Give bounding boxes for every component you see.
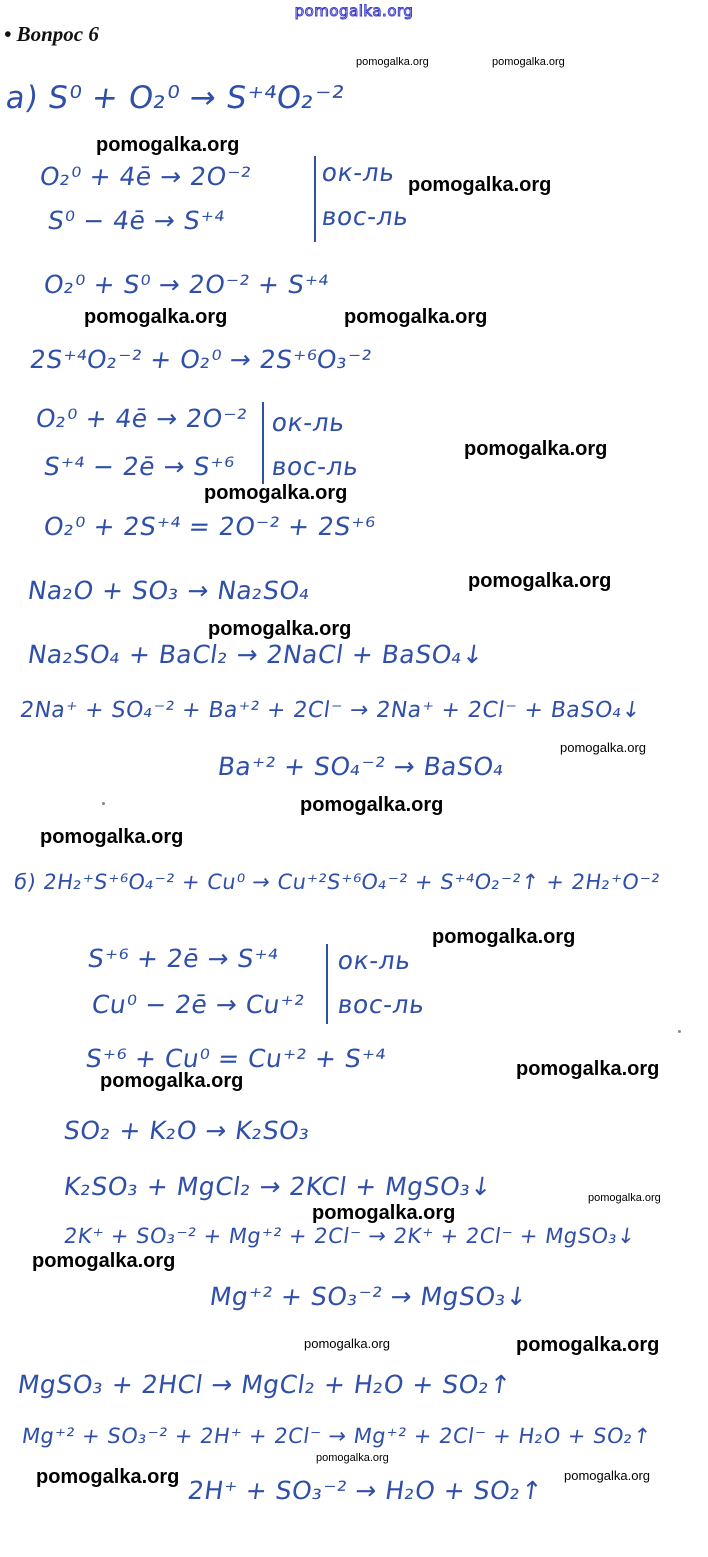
watermark: pomogalka.org [564, 1468, 650, 1483]
site-header-logo: pomogalka.org [294, 2, 414, 20]
oxidizer-label-b-1: ок-ль [335, 946, 413, 975]
short-ionic-equation-b-1: Mg⁺² + SO₃⁻² → MgSO₃↓ [207, 1282, 530, 1311]
reducer-label-a-1: вос-ль [319, 202, 411, 231]
equation-b-3: K₂SO₃ + MgCl₂ → 2KCl + MgSO₃↓ [61, 1172, 495, 1201]
ionic-equation-b-2: Mg⁺² + SO₃⁻² + 2H⁺ + 2Cl⁻ → Mg⁺² + 2Cl⁻ + H₂O + SO₂↑ [20, 1424, 653, 1448]
short-ionic-equation-a-1: Ba⁺² + SO₄⁻² → BaSO₄ [215, 752, 507, 781]
watermark: pomogalka.org [408, 174, 552, 196]
equation-a-2: 2S⁺⁴O₂⁻² + O₂⁰ → 2S⁺⁶O₃⁻² [27, 345, 374, 374]
stray-mark [678, 1030, 681, 1033]
half-reaction-a-2: S⁰ − 4ē → S⁺⁴ [45, 206, 227, 235]
oxidizer-label-a-2: ок-ль [269, 408, 347, 437]
sum-equation-a-1: O₂⁰ + S⁰ → 2O⁻² + S⁺⁴ [41, 270, 331, 299]
watermark: pomogalka.org [560, 740, 646, 755]
watermark: pomogalka.org [96, 134, 240, 156]
watermark: pomogalka.org [312, 1202, 456, 1224]
short-ionic-equation-b-2: 2H⁺ + SO₃⁻² → H₂O + SO₂↑ [185, 1476, 545, 1505]
bracket-a-1 [314, 156, 316, 242]
watermark: pomogalka.org [516, 1058, 660, 1080]
watermark: pomogalka.org [492, 56, 565, 68]
equation-b-1: б) 2H₂⁺S⁺⁶O₄⁻² + Cu⁰ → Cu⁺²S⁺⁶O₄⁻² + S⁺⁴O₂⁻²↑ + 2H₂⁺O⁻² [12, 870, 662, 894]
watermark: pomogalka.org [516, 1334, 660, 1356]
equation-b-2: SO₂ + K₂O → K₂SO₃ [61, 1116, 312, 1145]
half-reaction-b-1: S⁺⁶ + 2ē → S⁺⁴ [85, 944, 281, 973]
half-reaction-b-2: Cu⁰ − 2ē → Cu⁺² [89, 990, 307, 1019]
equation-b-4: MgSO₃ + 2HCl → MgCl₂ + H₂O + SO₂↑ [15, 1370, 513, 1399]
bracket-b-1 [326, 944, 328, 1024]
question-title: • Вопрос 6 [4, 22, 99, 46]
watermark: pomogalka.org [84, 306, 228, 328]
watermark: pomogalka.org [36, 1466, 180, 1488]
reducer-label-a-2: вос-ль [269, 452, 361, 481]
reducer-label-b-1: вос-ль [335, 990, 427, 1019]
watermark: pomogalka.org [304, 1336, 390, 1351]
ionic-equation-b-1: 2K⁺ + SO₃⁻² + Mg⁺² + 2Cl⁻ → 2K⁺ + 2Cl⁻ + MgSO₃↓ [62, 1224, 638, 1248]
ionic-equation-a-1: 2Na⁺ + SO₄⁻² + Ba⁺² + 2Cl⁻ → 2Na⁺ + 2Cl⁻ + BaSO₄↓ [18, 698, 643, 723]
watermark: pomogalka.org [100, 1070, 244, 1092]
watermark: pomogalka.org [300, 794, 444, 816]
equation-a-3: Na₂O + SO₃ → Na₂SO₄ [25, 576, 313, 605]
stray-mark [102, 802, 105, 805]
watermark: pomogalka.org [588, 1192, 661, 1204]
watermark: pomogalka.org [204, 482, 348, 504]
watermark: pomogalka.org [432, 926, 576, 948]
watermark: pomogalka.org [316, 1452, 389, 1464]
watermark: pomogalka.org [40, 826, 184, 848]
watermark: pomogalka.org [356, 56, 429, 68]
watermark: pomogalka.org [344, 306, 488, 328]
sum-equation-b-1: S⁺⁶ + Cu⁰ = Cu⁺² + S⁺⁴ [83, 1044, 388, 1073]
equation-a-4: Na₂SO₄ + BaCl₂ → 2NaCl + BaSO₄↓ [25, 640, 486, 669]
bracket-a-2 [262, 402, 264, 484]
sum-equation-a-2: O₂⁰ + 2S⁺⁴ = 2O⁻² + 2S⁺⁶ [41, 512, 378, 541]
half-reaction-a-1: O₂⁰ + 4ē → 2O⁻² [37, 162, 254, 191]
watermark: pomogalka.org [468, 570, 612, 592]
oxidizer-label-a-1: ок-ль [319, 158, 397, 187]
watermark: pomogalka.org [32, 1250, 176, 1272]
watermark: pomogalka.org [208, 618, 352, 640]
half-reaction-a-4: S⁺⁴ − 2ē → S⁺⁶ [41, 452, 237, 481]
watermark: pomogalka.org [464, 438, 608, 460]
equation-a-1: a) S⁰ + O₂⁰ → S⁺⁴O₂⁻² [3, 80, 347, 116]
half-reaction-a-3: O₂⁰ + 4ē → 2O⁻² [33, 404, 250, 433]
